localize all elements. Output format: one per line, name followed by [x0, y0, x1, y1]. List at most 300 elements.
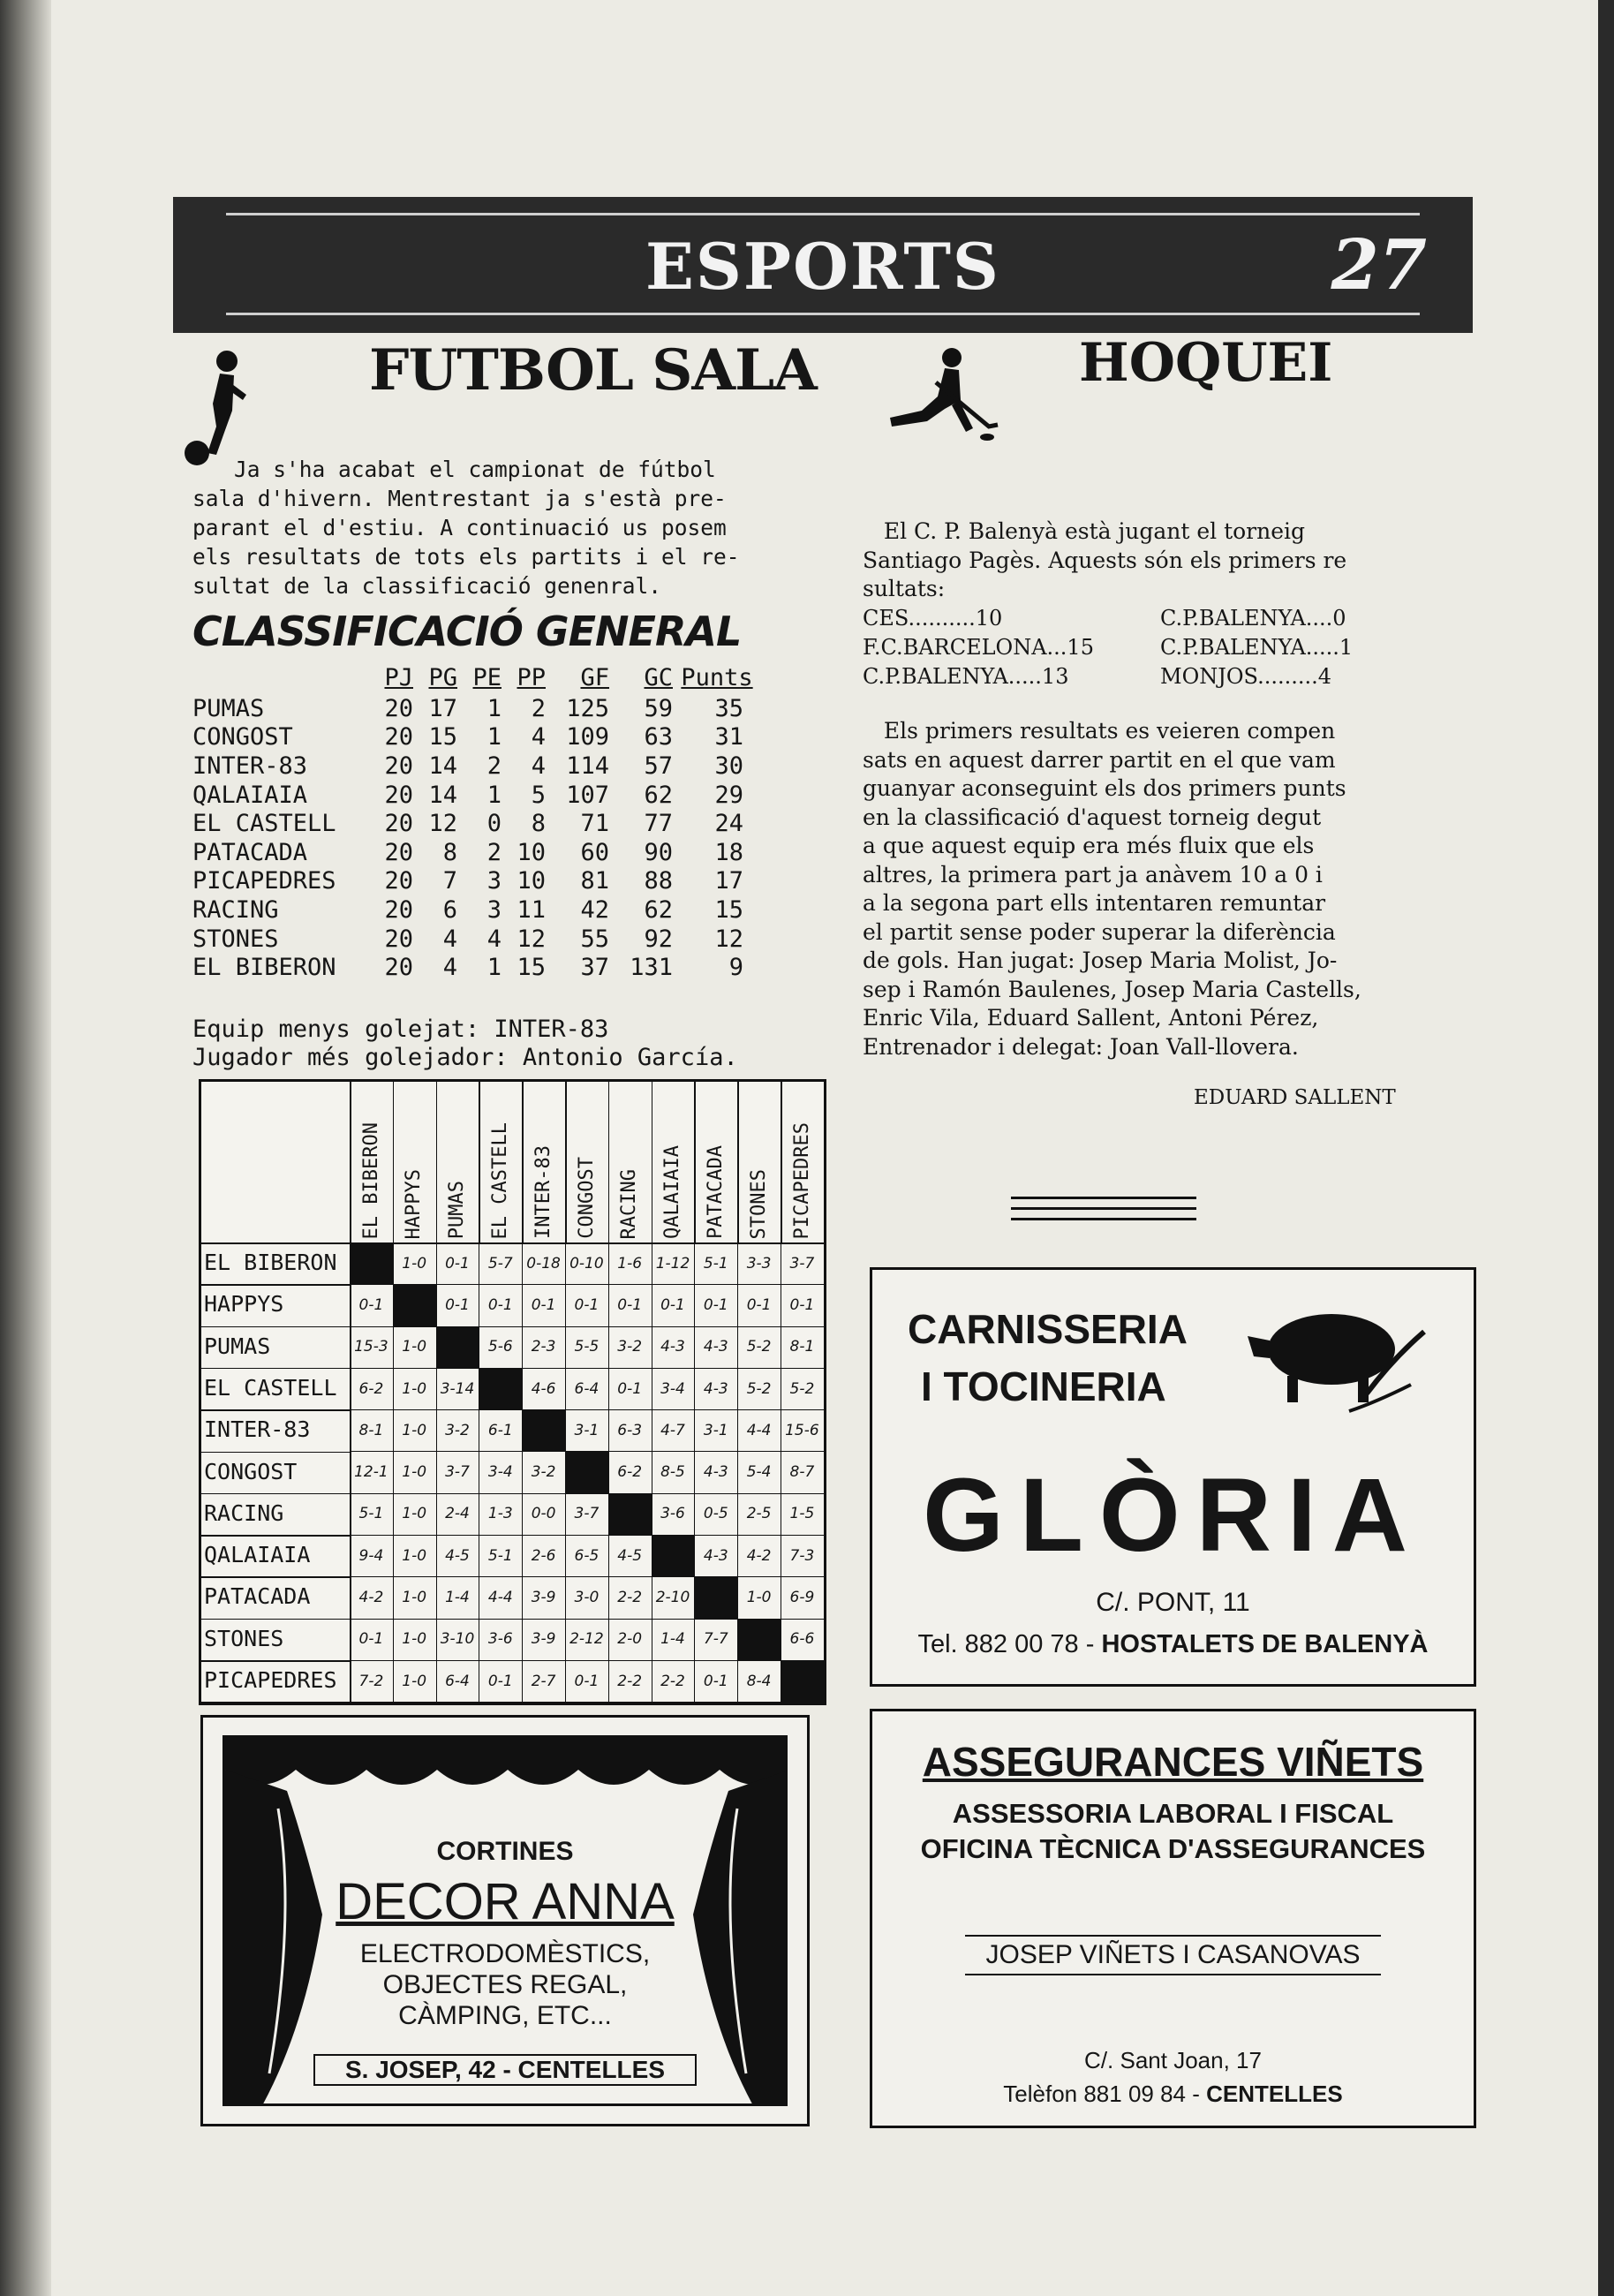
- table-cell: 0: [486, 810, 502, 838]
- table-cell: 20: [384, 925, 413, 953]
- matrix-row-line: [201, 1326, 350, 1328]
- matrix-cell: 3-4: [479, 1452, 523, 1494]
- table-cell: 125: [566, 694, 609, 722]
- matrix-cell: 4-5: [608, 1535, 652, 1577]
- table-cell: 81: [580, 867, 609, 895]
- table-cell: 77: [644, 810, 673, 838]
- vinets-tel: Telèfon 881 09 84 -: [1003, 2081, 1207, 2107]
- matrix-row-line: [201, 1702, 350, 1703]
- table-cell: 9: [728, 954, 743, 982]
- table-cell: 1: [486, 694, 502, 722]
- team-name: PATACADA: [192, 838, 308, 866]
- matrix-cell: 0-1: [436, 1242, 480, 1285]
- matrix-cell: 0-1: [479, 1660, 523, 1703]
- table-header: PJ: [384, 663, 413, 691]
- futbol-title: FUTBOL SALA: [369, 337, 817, 404]
- matrix-cell: 0-1: [350, 1619, 394, 1661]
- matrix-cell: 1-0: [393, 1368, 437, 1410]
- matrix-row-label: HAPPYS: [204, 1291, 284, 1318]
- matrix-cell: 0-1: [737, 1284, 781, 1326]
- matrix-cell: 1-0: [393, 1535, 437, 1577]
- matrix-cell: 2-10: [652, 1576, 696, 1619]
- matrix-cell: 2-0: [608, 1619, 652, 1661]
- table-cell: 15: [517, 954, 546, 982]
- table-cell: 8: [531, 810, 546, 838]
- table-cell: 4: [486, 925, 502, 953]
- matrix-cell: 5-4: [737, 1452, 781, 1494]
- table-cell: 5: [531, 781, 546, 809]
- matrix-cell: 4-3: [652, 1326, 696, 1369]
- matrix-cell: 5-7: [479, 1242, 523, 1285]
- matrix-row-label: STONES: [204, 1625, 284, 1651]
- matrix-cell: 3-14: [436, 1368, 480, 1410]
- matrix-cell: 2-7: [522, 1660, 566, 1703]
- decor-line4: CÀMPING, ETC...: [398, 2001, 612, 2030]
- table-row: [192, 723, 761, 752]
- section-title: ESPORTS: [645, 229, 1000, 304]
- team-name: PICAPEDRES: [192, 867, 336, 895]
- gloria-address: C/. PONT, 11: [1096, 1588, 1250, 1617]
- matrix-cell: 6-9: [781, 1576, 825, 1619]
- matrix-cell: 3-0: [565, 1576, 609, 1619]
- page-number: 27: [1331, 225, 1427, 306]
- matrix-row-label: PICAPEDRES: [204, 1667, 337, 1693]
- matrix-column-label: CONGOST: [575, 1157, 598, 1239]
- hoquei-signature: EDUARD SALLENT: [1194, 1086, 1396, 1109]
- matrix-cell: 3-2: [608, 1326, 652, 1369]
- matrix-row-label: EL CASTELL: [204, 1374, 337, 1401]
- table-header: PP: [517, 663, 546, 691]
- score-home: C.P.BALENYA.....13: [863, 664, 1069, 689]
- matrix-cell: 7-3: [781, 1535, 825, 1577]
- table-row: [192, 838, 761, 867]
- table-cell: 18: [714, 838, 743, 866]
- table-row: [192, 781, 761, 810]
- table-cell: 20: [384, 895, 413, 924]
- matrix-cell: 1-0: [393, 1452, 437, 1494]
- matrix-cell: 1-3: [479, 1493, 523, 1536]
- hoquei-scores: [863, 604, 1353, 691]
- matrix-cell: 5-1: [694, 1242, 738, 1285]
- gloria-town: HOSTALETS DE BALENYÀ: [1101, 1630, 1429, 1658]
- futbol-intro-line: parant el d'estiu. A continuació us posem: [192, 515, 727, 540]
- table-cell: 4: [442, 954, 457, 982]
- matrix-column-label: STONES: [747, 1168, 770, 1239]
- table-cell: 20: [384, 694, 413, 722]
- matrix-column-label: PUMAS: [446, 1180, 469, 1239]
- table-cell: 131: [630, 954, 673, 982]
- matrix-cell: 7-7: [694, 1619, 738, 1661]
- matrix-diagonal-cell: [350, 1242, 394, 1285]
- matrix-column-label: QALAIAIA: [661, 1145, 684, 1239]
- table-cell: 92: [644, 925, 673, 953]
- team-name: STONES: [192, 925, 279, 953]
- vinets-town: CENTELLES: [1206, 2081, 1343, 2107]
- table-row: [192, 809, 761, 838]
- table-cell: 35: [714, 694, 743, 722]
- team-name: EL CASTELL: [192, 810, 336, 838]
- table-cell: 17: [428, 694, 457, 722]
- gloria-name: GLÒRIA: [923, 1457, 1423, 1574]
- score-row: [863, 604, 1353, 633]
- matrix-cell: 3-10: [436, 1619, 480, 1661]
- table-cell: 14: [428, 781, 457, 809]
- matrix-cell: 5-5: [565, 1326, 609, 1369]
- matrix-cell: 0-1: [436, 1284, 480, 1326]
- matrix-cell: 6-1: [479, 1409, 523, 1452]
- gloria-tel: Tel. 882 00 78 -: [917, 1630, 1102, 1658]
- matrix-cell: 2-2: [608, 1576, 652, 1619]
- table-cell: 15: [714, 895, 743, 924]
- table-cell: 20: [384, 781, 413, 809]
- team-name: EL BIBERON: [192, 954, 336, 982]
- matrix-diagonal-cell: [436, 1326, 480, 1369]
- table-cell: 24: [714, 810, 743, 838]
- vinets-owner: JOSEP VIÑETS I CASANOVAS: [965, 1935, 1381, 1975]
- hoquei-title: HOQUEI: [1079, 332, 1333, 394]
- score-home: CES..........10: [863, 606, 1003, 631]
- hoquei-divider: [1011, 1197, 1196, 1220]
- matrix-cell: 2-2: [608, 1660, 652, 1703]
- table-cell: 4: [531, 723, 546, 751]
- matrix-cell: 3-7: [565, 1493, 609, 1536]
- matrix-cell: 9-4: [350, 1535, 394, 1577]
- matrix-cell: 0-1: [781, 1284, 825, 1326]
- futbol-intro-line: sultat de la classificació genenral.: [192, 573, 662, 599]
- decor-address-box: [313, 2054, 697, 2086]
- curtain-frame: [222, 1735, 788, 2106]
- table-cell: 8: [442, 838, 457, 866]
- table-cell: 3: [486, 895, 502, 924]
- matrix-diagonal-cell: [565, 1452, 609, 1494]
- table-cell: 31: [714, 723, 743, 751]
- table-cell: 90: [644, 838, 673, 866]
- matrix-cell: 6-3: [608, 1409, 652, 1452]
- results-matrix: [199, 1079, 826, 1705]
- matrix-cell: 3-9: [522, 1619, 566, 1661]
- matrix-cell: 4-3: [694, 1368, 738, 1410]
- matrix-row-line: [201, 1535, 350, 1537]
- decor-line1: CORTINES: [436, 1837, 574, 1866]
- matrix-row-label: INTER-83: [204, 1416, 311, 1443]
- table-cell: 59: [644, 694, 673, 722]
- table-cell: 7: [442, 867, 457, 895]
- matrix-cell: 5-1: [479, 1535, 523, 1577]
- decor-line3: OBJECTES REGAL,: [382, 1970, 628, 1999]
- table-header: GC: [644, 663, 673, 691]
- matrix-cell: 5-1: [350, 1493, 394, 1536]
- decor-anna-ad: [200, 1715, 810, 2126]
- matrix-cell: 8-7: [781, 1452, 825, 1494]
- table-cell: 2: [531, 694, 546, 722]
- score-home: F.C.BARCELONA...15: [863, 635, 1094, 660]
- matrix-row-label: EL BIBERON: [204, 1250, 337, 1275]
- futbol-intro-line: els resultats de tots els partits i el re-: [192, 544, 740, 570]
- matrix-column-label: PATACADA: [704, 1145, 727, 1239]
- decor-address: S. JOSEP, 42 - CENTELLES: [344, 2056, 666, 2083]
- vinets-name: ASSEGURANCES VIÑETS: [922, 1739, 1424, 1785]
- matrix-cell: 0-1: [652, 1284, 696, 1326]
- hoquei-body: Els primers resultats es veieren compen sats en aquest darrer partit en el que vam guanyar aconseguint els dos primers punts en la classificació d'aquest torneig degut a que aquest equip era més fluix que els altres, la primera part ja anàvem 10 a 0 i a la segona part ells intentaren remuntar el partit sense poder superar la diferència de gols. Han jugat: Josep Maria Molist, Jo- sep i Ramón Baulenes, Josep Maria Castells, Enric Vila, Eduard Sallent, Antoni Pérez, Entrenador i delegat: Joan Vall-llovera.: [863, 718, 1361, 1060]
- matrix-cell: 6-4: [436, 1660, 480, 1703]
- table-cell: 4: [442, 925, 457, 953]
- matrix-cell: 4-4: [737, 1409, 781, 1452]
- matrix-cell: 8-1: [781, 1326, 825, 1369]
- matrix-row-line: [201, 1619, 350, 1620]
- table-cell: 11: [517, 895, 546, 924]
- table-cell: 37: [580, 954, 609, 982]
- matrix-cell: 0-1: [522, 1284, 566, 1326]
- matrix-cell: 3-2: [522, 1452, 566, 1494]
- table-cell: 30: [714, 751, 743, 780]
- table-cell: 10: [517, 838, 546, 866]
- matrix-cell: 4-3: [694, 1326, 738, 1369]
- matrix-cell: 3-4: [652, 1368, 696, 1410]
- table-cell: 2: [486, 751, 502, 780]
- matrix-column-label: PICAPEDRES: [790, 1122, 813, 1239]
- table-row: [192, 925, 761, 954]
- matrix-cell: 3-1: [694, 1409, 738, 1452]
- vinets-line1: ASSESSORIA LABORAL I FISCAL: [952, 1798, 1394, 1829]
- matrix-diagonal-cell: [522, 1409, 566, 1452]
- matrix-row-label: CONGOST: [204, 1458, 298, 1484]
- matrix-cell: 6-4: [565, 1368, 609, 1410]
- matrix-cell: 8-4: [737, 1660, 781, 1703]
- page-right-edge: [1598, 0, 1614, 2296]
- table-cell: 88: [644, 867, 673, 895]
- matrix-cell: 0-1: [694, 1660, 738, 1703]
- table-cell: 14: [428, 751, 457, 780]
- matrix-cell: 3-7: [781, 1242, 825, 1285]
- matrix-diagonal-cell: [393, 1284, 437, 1326]
- matrix-row-label: QALAIAIA: [204, 1542, 311, 1568]
- matrix-cell: 2-2: [652, 1660, 696, 1703]
- table-cell: 60: [580, 838, 609, 866]
- matrix-cell: 0-1: [479, 1284, 523, 1326]
- team-name: INTER-83: [192, 751, 308, 780]
- matrix-cell: 3-7: [436, 1452, 480, 1494]
- matrix-cell: 3-6: [479, 1619, 523, 1661]
- matrix-cell: 1-0: [393, 1576, 437, 1619]
- table-cell: 1: [486, 954, 502, 982]
- table-cell: 20: [384, 954, 413, 982]
- decor-line2: ELECTRODOMÈSTICS,: [359, 1939, 651, 1968]
- table-row: [192, 751, 761, 781]
- matrix-cell: 4-2: [737, 1535, 781, 1577]
- header-rule-bottom: [226, 313, 1420, 315]
- matrix-cell: 0-10: [565, 1242, 609, 1285]
- team-name: PUMAS: [192, 694, 265, 722]
- matrix-row-line: [201, 1409, 350, 1411]
- matrix-cell: 1-0: [393, 1660, 437, 1703]
- page-binding-edge: [0, 0, 51, 2296]
- matrix-cell: 0-1: [608, 1284, 652, 1326]
- matrix-cell: 1-0: [393, 1619, 437, 1661]
- matrix-diagonal-cell: [479, 1368, 523, 1410]
- table-cell: 71: [580, 810, 609, 838]
- table-cell: 55: [580, 925, 609, 953]
- least-goals: Equip menys golejat: INTER-83: [192, 1016, 609, 1043]
- matrix-cell: 15-3: [350, 1326, 394, 1369]
- matrix-row-line: [201, 1576, 350, 1578]
- gloria-line1: CARNISSERIA: [908, 1306, 1188, 1352]
- table-header: PG: [428, 663, 457, 691]
- table-row: [192, 895, 761, 925]
- matrix-cell: 0-1: [608, 1368, 652, 1410]
- table-header: PE: [472, 663, 502, 691]
- matrix-row-label: PATACADA: [204, 1583, 311, 1610]
- matrix-row-label: PUMAS: [204, 1333, 271, 1359]
- matrix-diagonal-cell: [781, 1660, 825, 1703]
- matrix-cell: 5-2: [737, 1326, 781, 1369]
- gloria-ad: [870, 1267, 1476, 1687]
- table-cell: 62: [644, 781, 673, 809]
- matrix-cell: 4-4: [479, 1576, 523, 1619]
- matrix-cell: 1-0: [393, 1242, 437, 1285]
- table-cell: 107: [566, 781, 609, 809]
- classification-title: CLASSIFICACIÓ GENERAL: [192, 608, 742, 655]
- classification-table: [192, 661, 761, 982]
- matrix-row-line: [201, 1368, 350, 1370]
- matrix-cell: 0-1: [694, 1284, 738, 1326]
- top-scorer: Jugador més golejador: Antonio García.: [192, 1044, 738, 1071]
- table-cell: 12: [428, 810, 457, 838]
- matrix-cell: 5-6: [479, 1326, 523, 1369]
- matrix-cell: 1-0: [393, 1326, 437, 1369]
- matrix-diagonal-cell: [737, 1619, 781, 1661]
- matrix-cell: 1-4: [436, 1576, 480, 1619]
- matrix-column-label: EL CASTELL: [488, 1122, 511, 1239]
- matrix-cell: 5-2: [737, 1368, 781, 1410]
- matrix-cell: 2-4: [436, 1493, 480, 1536]
- matrix-row-line: [201, 1452, 350, 1454]
- table-header: Punts: [681, 663, 753, 691]
- team-header-spacer: [192, 661, 360, 694]
- matrix-cell: 12-1: [350, 1452, 394, 1494]
- football-player-icon: [181, 349, 252, 468]
- section-header: [173, 197, 1473, 333]
- matrix-cell: 1-12: [652, 1242, 696, 1285]
- matrix-diagonal-cell: [608, 1493, 652, 1536]
- matrix-cell: 1-0: [737, 1576, 781, 1619]
- table-cell: 12: [714, 925, 743, 953]
- futbol-intro-line: sala d'hivern. Mentrestant ja s'està pre-: [192, 486, 727, 511]
- matrix-cell: 15-6: [781, 1409, 825, 1452]
- matrix-column-label: HAPPYS: [403, 1168, 426, 1239]
- matrix-cell: 3-3: [737, 1242, 781, 1285]
- table-cell: 6: [442, 895, 457, 924]
- matrix-diagonal-cell: [652, 1535, 696, 1577]
- team-name: QALAIAIA: [192, 781, 308, 809]
- vinets-ad: [870, 1709, 1476, 2128]
- header-rule-top: [226, 213, 1420, 215]
- matrix-cell: 6-2: [608, 1452, 652, 1494]
- matrix-column-label: INTER-83: [532, 1145, 554, 1239]
- matrix-cell: 1-5: [781, 1493, 825, 1536]
- table-cell: 20: [384, 810, 413, 838]
- matrix-cell: 6-5: [565, 1535, 609, 1577]
- table-row: [192, 867, 761, 896]
- matrix-row-line: [201, 1493, 350, 1495]
- score-away: C.P.BALENYA....0: [1160, 606, 1346, 631]
- vinets-line2: OFICINA TÈCNICA D'ASSEGURANCES: [920, 1833, 1426, 1864]
- table-cell: 20: [384, 751, 413, 780]
- matrix-cell: 4-6: [522, 1368, 566, 1410]
- matrix-cell: 0-5: [694, 1493, 738, 1536]
- team-name: RACING: [192, 895, 279, 924]
- table-cell: 109: [566, 723, 609, 751]
- pig-icon: [1243, 1288, 1429, 1420]
- matrix-column-line: [824, 1082, 826, 1242]
- table-cell: 29: [714, 781, 743, 809]
- table-cell: 62: [644, 895, 673, 924]
- table-cell: 57: [644, 751, 673, 780]
- matrix-cell: 0-18: [522, 1242, 566, 1285]
- matrix-row-label: RACING: [204, 1499, 284, 1526]
- matrix-cell: 1-0: [393, 1493, 437, 1536]
- gloria-phone-line: [872, 1630, 1474, 1659]
- matrix-column-label: EL BIBERON: [359, 1122, 382, 1239]
- table-cell: 1: [486, 781, 502, 809]
- score-away: C.P.BALENYA.....1: [1160, 635, 1354, 660]
- matrix-cell: 4-3: [694, 1452, 738, 1494]
- table-cell: 114: [566, 751, 609, 780]
- table-cell: 1: [486, 723, 502, 751]
- table-cell: 20: [384, 867, 413, 895]
- table-cell: 20: [384, 838, 413, 866]
- matrix-cell: 2-6: [522, 1535, 566, 1577]
- score-row: [863, 662, 1353, 691]
- futbol-intro-line: Ja s'ha acabat el campionat de fútbol: [234, 457, 716, 482]
- matrix-cell: 2-12: [565, 1619, 609, 1661]
- score-row: [863, 633, 1353, 662]
- matrix-cell: 3-9: [522, 1576, 566, 1619]
- matrix-cell: 7-2: [350, 1660, 394, 1703]
- matrix-cell: 3-2: [436, 1409, 480, 1452]
- matrix-cell: 1-4: [652, 1619, 696, 1661]
- matrix-cell: 8-1: [350, 1409, 394, 1452]
- decor-name: DECOR ANNA: [336, 1873, 675, 1930]
- matrix-column-label: RACING: [618, 1168, 641, 1239]
- hockey-player-icon: [874, 347, 1002, 444]
- table-cell: 2: [486, 838, 502, 866]
- matrix-cell: 8-5: [652, 1452, 696, 1494]
- table-cell: 10: [517, 867, 546, 895]
- matrix-row-line: [201, 1660, 350, 1662]
- matrix-cell: 0-1: [350, 1284, 394, 1326]
- table-cell: 3: [486, 867, 502, 895]
- vinets-phone-line: [872, 2081, 1474, 2108]
- matrix-cell: 2-5: [737, 1493, 781, 1536]
- matrix-cell: 6-2: [350, 1368, 394, 1410]
- table-row: [192, 953, 761, 982]
- table-cell: 15: [428, 723, 457, 751]
- table-cell: 17: [714, 867, 743, 895]
- matrix-cell: 5-2: [781, 1368, 825, 1410]
- table-cell: 42: [580, 895, 609, 924]
- score-away: MONJOS.........4: [1160, 664, 1332, 689]
- table-cell: 63: [644, 723, 673, 751]
- matrix-cell: 2-3: [522, 1326, 566, 1369]
- matrix-cell: 6-6: [781, 1619, 825, 1661]
- matrix-cell: 4-2: [350, 1576, 394, 1619]
- matrix-cell: 1-6: [608, 1242, 652, 1285]
- table-cell: 12: [517, 925, 546, 953]
- matrix-cell: 4-3: [694, 1535, 738, 1577]
- matrix-cell: 4-5: [436, 1535, 480, 1577]
- matrix-cell: 1-0: [393, 1409, 437, 1452]
- vinets-address: C/. Sant Joan, 17: [1084, 2047, 1262, 2073]
